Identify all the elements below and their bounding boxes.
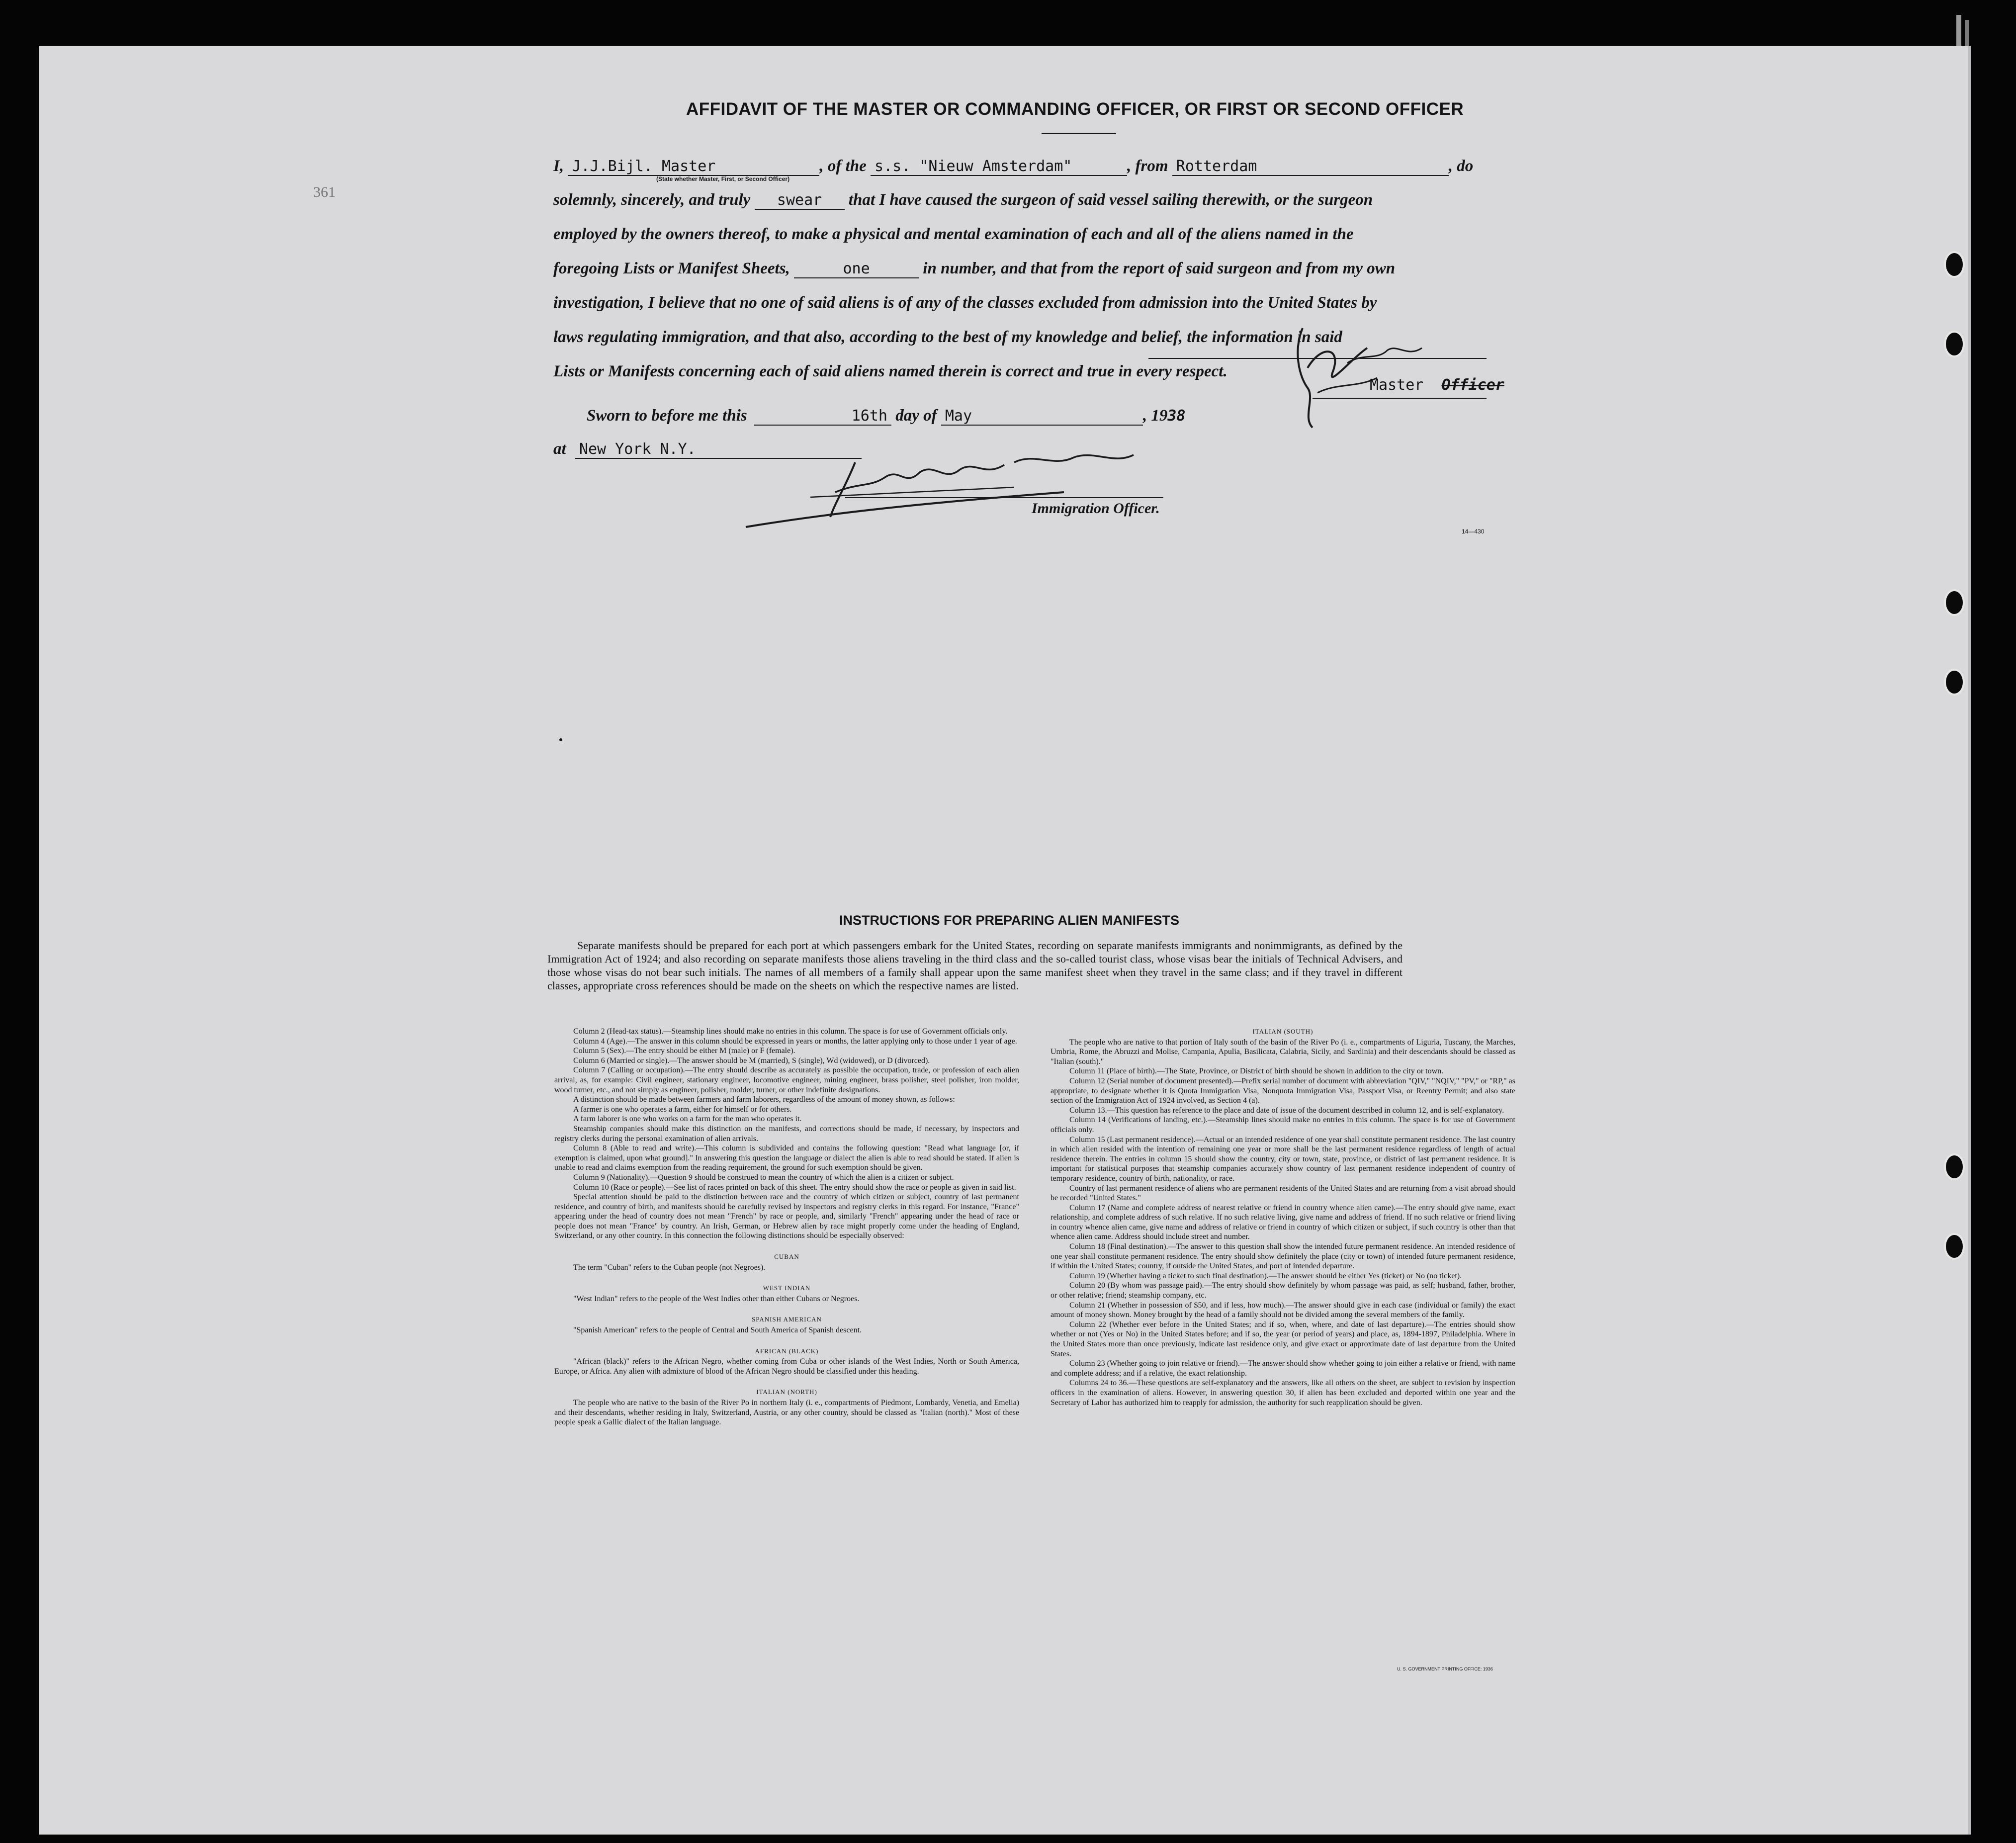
section-heading: SPANISH AMERICAN <box>752 1316 822 1323</box>
instruction-paragraph: Column 6 (Married or single).—The answer should be M (married), S (single), Wd (widowed), or D (divorced). <box>573 1056 930 1065</box>
text-i: I, <box>553 157 564 175</box>
text-surgeon: that I have caused the surgeon of said vessel sailing therewith, or the surgeon <box>848 191 1373 209</box>
sworn-month-field[interactable]: May <box>941 408 1143 426</box>
instruction-paragraph: A distinction should be made between farmers and farm laborers, regardless of the amount of money shown, as follows: <box>573 1095 955 1104</box>
binder-hole <box>1944 251 1965 278</box>
affidavit-title: AFFIDAVIT OF THE MASTER OR COMMANDING OFFICER, OR FIRST OR SECOND OFFICER <box>686 99 1464 119</box>
section-text: "Spanish American" refers to the people of Central and South America of Spanish descent. <box>573 1326 862 1335</box>
instruction-paragraph: Column 4 (Age).—The answer in this column should be expressed in years or months, the latter applying only to those under 1 year of age. <box>573 1037 1017 1046</box>
section-heading: ITALIAN (SOUTH) <box>1252 1028 1314 1035</box>
instruction-paragraph: A farmer is one who operates a farm, either for himself or for others. <box>573 1105 792 1114</box>
instruction-paragraph: Column 2 (Head-tax status).—Steamship lines should make no entries in this column. The space is for use of Government officials only. <box>573 1027 1008 1036</box>
master-name-field[interactable]: J.J.Bijl. Master <box>568 158 819 176</box>
master-signature <box>1273 313 1452 433</box>
binder-hole <box>1944 331 1965 357</box>
officer-signature-line <box>845 497 1163 498</box>
instruction-paragraph: Column 5 (Sex).—The entry should be either M (male) or F (female). <box>573 1047 795 1055</box>
text-of-the: , of the <box>819 157 867 175</box>
binder-hole <box>1944 589 1965 616</box>
instructions-intro: Separate manifests should be prepared for each port at which passengers embark for the United States, recording on separate manifests immigrants and nonimmigrants, as defined by the Immigration Act of 1924; and also recording on separate manifests those aliens traveling in the third class and the so-called tourist class, whose visas bear the initials of Technical Advisers, and those whose visas do not bear such initials. The names of all members of a family shall appear upon the same manifest sheet when they travel in the same class; and if they travel in different classes, appropriate cross references should be made on the sheets on which the respective names are listed. <box>547 939 1402 992</box>
text-do: , do <box>1448 157 1474 175</box>
rank-line <box>1313 398 1487 399</box>
vessel-field[interactable]: s.s. "Nieuw Amsterdam" <box>871 158 1127 176</box>
instruction-paragraph: Column 10 (Race or people).—See list of races printed on back of this sheet. The entry should show the race or people as given in said list. <box>573 1183 1016 1192</box>
instruction-paragraph: Column 22 (Whether ever before in the United States; and if so, when, where, and date of last departure).—The entries should show whether or not (Yes or No) in the United States before; and if so, the year (or period of years) and place, as, 1894-1897, Philadelphia. Where in the United States more than once previously, indicate last residence only, and give exact or approximate date of last departure from the United States. <box>1051 1320 1515 1358</box>
section-heading: ITALIAN (NORTH) <box>756 1388 817 1396</box>
instruction-paragraph: Country of last permanent residence of aliens who are permanent residents of the United States and are returning from a visit abroad should be recorded "United States." <box>1051 1184 1515 1203</box>
instruction-paragraph: Column 13.—This question has reference to the place and date of issue of the document described in column 12, and is self-explanatory. <box>1069 1106 1504 1115</box>
affidavit-line-7: Lists or Manifests concerning each of said aliens named therein is correct and true in every respect. <box>553 362 1227 380</box>
section-text: "West Indian" refers to the people of the West Indies other than either Cubans or Negroes. <box>573 1294 860 1303</box>
instruction-paragraph: Column 21 (Whether in possession of $50, and if less, how much).—The answer should give in each case (individual or family) the exact amount of money shown. Money brought by the head of a family should not be divided among the several members of the family. <box>1051 1301 1515 1319</box>
section-text: "African (black)" refers to the African Negro, whether coming from Cuba or other islands of the West Indies, North or South America, Europe, or Africa. Any alien with admixture of blood of the African Negro should be classified under this heading. <box>554 1357 1019 1376</box>
instructions-title: INSTRUCTIONS FOR PREPARING ALIEN MANIFESTS <box>839 913 1180 928</box>
instruction-paragraph: Column 18 (Final destination).—The answer to this question shall show the intended future permanent residence. An intended residence of one year shall constitute permanent residence. The entry should show definitely the place (city or town) of intended future permanent residence, if within the United States; country, if outside the United States, and port of intended departure. <box>1051 1242 1515 1271</box>
text-solemnly: solemnly, sincerely, and truly <box>553 191 751 209</box>
affidavit-line-3: employed by the owners thereof, to make a physical and mental examination of each and all of the aliens named in the <box>553 225 1354 243</box>
sworn-year-field[interactable]: 38 <box>1167 407 1186 425</box>
text-day-of: day of <box>895 407 937 425</box>
instruction-paragraph: Column 15 (Last permanent residence).—Actual or an intended residence of one year shall constitute permanent residence. The last country in which alien resided with the intention of remaining one year or more shall be the last permanent residence regardless of length of actual residence therein. The entries in column 15 should show the country, city or town, state, province, or district of last permanent residence. It is important for statistical purposes that steamship companies accurately show country of last permanent residence independent of country of temporary residence, country of birth, nationality, or race. <box>1051 1135 1515 1183</box>
instruction-paragraph: The people who are native to that portion of Italy south of the basin of the River Po (i. e., compartments of Liguria, Tuscany, the Marches, Umbria, Rome, the Abruzzi and Molise, Campania, Apulia, Basilicata, Calabria, Sicily, and Sardinia) and their descendants should be classed as "Italian (south)." <box>1051 1038 1515 1066</box>
instructions-left-column <box>554 1027 1019 1427</box>
affidavit-line-5: investigation, I believe that no one of said aliens is of any of the classes excluded from admission into the United States by <box>553 294 1377 312</box>
affidavit-line-6: laws regulating immigration, and that also, according to the best of my knowledge and belief, the information in said <box>553 328 1342 346</box>
rank-master: Master <box>1370 376 1424 394</box>
sworn-day-field[interactable]: 16th <box>754 408 891 426</box>
departure-port-field[interactable]: Rotterdam <box>1172 158 1449 176</box>
binder-hole <box>1944 1233 1965 1260</box>
binder-hole <box>1944 1153 1965 1180</box>
printer-mark: U. S. GOVERNMENT PRINTING OFFICE: 1936 <box>1397 1667 1493 1671</box>
text-at: at <box>553 440 566 458</box>
affidavit-line-2 <box>553 183 1373 217</box>
instruction-paragraph: Column 19 (Whether having a ticket to such final destination).—The answer should be either Yes (ticket) or No (no ticket). <box>1069 1271 1462 1280</box>
side-stamp: 361 <box>313 184 336 200</box>
instruction-paragraph: A farm laborer is one who works on a farm for the man who operates it. <box>573 1115 802 1124</box>
affidavit-line-4 <box>553 252 1395 286</box>
immigration-officer-label: Immigration Officer. <box>1032 500 1160 517</box>
instruction-paragraph: Column 12 (Serial number of document presented).—Prefix serial number of document with abbreviation "QIV," "NQIV," "PV," or "RP," as appropriate, to designate whether it is Quota Immigration Visa, Nonquota Immigration Visa, Passport Visa, or Reentry Permit; and also state section of the Immigration Act of 1924 involved, as Section 4 (a). <box>1051 1076 1515 1105</box>
title-underline <box>1042 133 1116 134</box>
ink-dot <box>559 738 562 741</box>
instruction-paragraph: Column 14 (Verifications of landing, etc.).—Steamship lines should make no entries in this column. The space is for use of Government officials only. <box>1051 1116 1515 1134</box>
instruction-paragraph: Column 20 (By whom was passage paid).—The entry should show definitely by whom passage was paid, as self; husband, father, brother, or other relative; friend; steamship company, etc. <box>1051 1281 1515 1300</box>
instruction-paragraph: Column 7 (Calling or occupation).—The entry should describe as accurately as possible the occupation, trade, or profession of each alien arrival, as, for example: Civil engineer, stationary engineer, locomotive engineer, mining engineer, brass polisher, steel polisher, iron molder, wood turner, etc., and not simply as engineer, polisher, molder, turner, or other indefinite designations. <box>554 1066 1019 1094</box>
sheet-count-field[interactable]: one <box>794 261 919 278</box>
sworn-line <box>587 407 1185 426</box>
oath-field[interactable]: swear <box>755 192 845 210</box>
master-signature-line <box>1148 358 1487 359</box>
section-heading: CUBAN <box>774 1253 799 1261</box>
form-number: 14—430 <box>1462 528 1485 535</box>
officer-rank-note: (State whether Master, First, or Second Officer) <box>656 176 790 182</box>
instruction-paragraph: Column 17 (Name and complete address of nearest relative or friend in country whence alien came).—The entry should give name, exact relationship, and complete address of such relative. If no such relative living, give name and address of friend. If no such relative or friend living in country whence alien came, give name and address of relative or friend in country of which citizen or subject, if such country is other than that whence alien came. Address should include street and number. <box>1051 1203 1515 1241</box>
instruction-paragraph: Column 11 (Place of birth).—The State, Province, or District of birth should be shown in addition to the city or town. <box>1069 1067 1444 1076</box>
section-text: The term "Cuban" refers to the Cuban people (not Negroes). <box>573 1263 766 1272</box>
text-year-prefix: , 19 <box>1142 407 1168 425</box>
instruction-paragraph: Column 23 (Whether going to join relative or friend).—The answer should show whether going to join either a relative or friend, with name and complete address; and if a relative, the exact relationship. <box>1051 1359 1515 1378</box>
instruction-paragraph: Column 9 (Nationality).—Question 9 should be construed to mean the country of which the alien is a citizen or subject. <box>573 1173 954 1182</box>
section-heading: WEST INDIAN <box>763 1284 811 1292</box>
signature-rank <box>1370 376 1504 394</box>
text-foregoing: foregoing Lists or Manifest Sheets, <box>553 260 790 277</box>
text-sworn: Sworn to before me this <box>587 407 747 425</box>
immigration-officer-signature <box>736 442 1183 537</box>
instruction-paragraph: Special attention should be paid to the distinction between race and the country of which citizen or subject, country of last permanent residence, and country of birth, and manifests should be carefully revised by inspectors and registry clerks in this regard. For instance, "France" appearing under the head of country does not mean "French" by race or people, and, similarly "French" appearing under the head of race or people does not mean "France" by country. An Irish, German, or Hebrew alien by race might properly come under the heading of England, Switzerland, or any other country. In this connection the following distinctions should be especially observed: <box>554 1193 1019 1240</box>
instruction-paragraph: Steamship companies should make this distinction on the manifests, and corrections should be made, if necessary, by inspectors and registry clerks during the personal examination of alien arrivals. <box>554 1124 1019 1143</box>
instructions-right-column <box>1051 1027 1515 1407</box>
instruction-paragraph: Column 8 (Able to read and write).—This column is subdivided and contains the following question: "Read what language [or, if exemption is claimed, upon what ground]." In answering this question the language or dialect the alien is able to read should be stated. If alien is unable to read and claims exemption from the reading requirement, the ground for such exemption should be given. <box>554 1144 1019 1172</box>
rank-officer-struck: Officer <box>1441 376 1504 394</box>
section-heading: AFRICAN (BLACK) <box>755 1347 819 1355</box>
sworn-place-field[interactable]: New York N.Y. <box>575 441 862 459</box>
section-text: The people who are native to the basin of the River Po in northern Italy (i. e., compartments of Piedmont, Lombardy, Venetia, and Emelia) and their descendants, whether residing in Italy, Switzerland, Austria, or any other country, should be classed as "Italian (north)." Most of these people speak a Gallic dialect of the Italian language. <box>554 1399 1019 1427</box>
text-from: , from <box>1127 157 1168 175</box>
binder-hole <box>1944 669 1965 696</box>
text-in-number: in number, and that from the report of said surgeon and from my own <box>923 260 1396 277</box>
instruction-paragraph: Columns 24 to 36.—These questions are self-explanatory and the answers, like all others on the sheet, are subject to revision by inspection officers in the examination of aliens. However, in answering question 30, if alien has been excluded and deported within one year and the Secretary of Labor has authorized him to reapply for admission, the authority for such reapplication should be given. <box>1051 1379 1515 1407</box>
